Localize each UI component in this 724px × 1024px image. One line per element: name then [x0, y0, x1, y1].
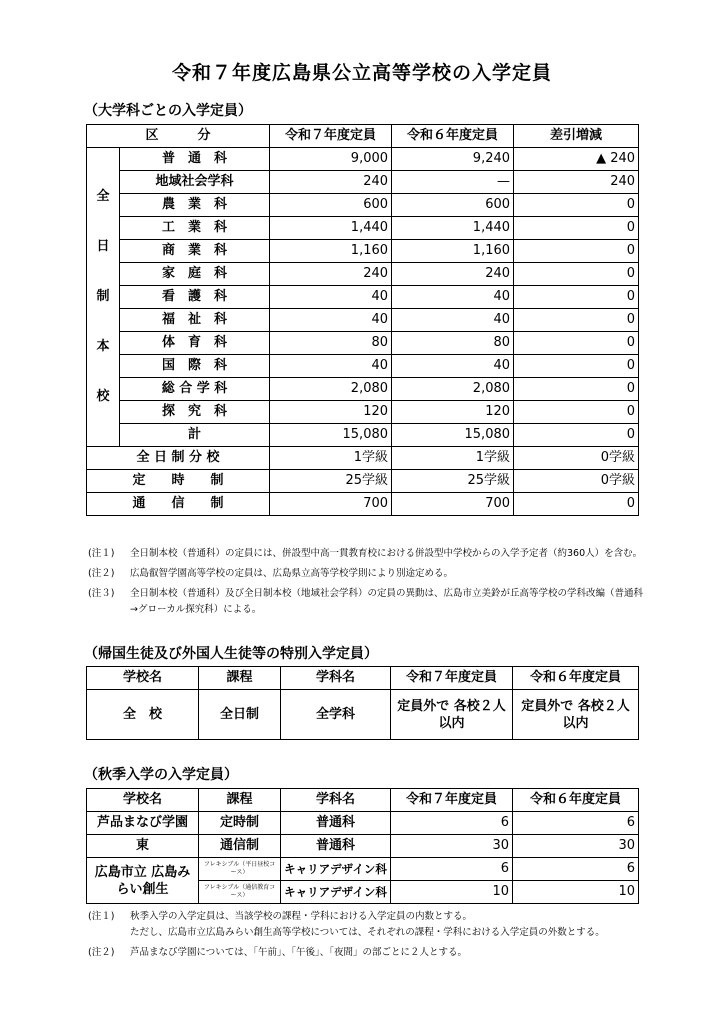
note	[88, 909, 648, 925]
table-row	[87, 217, 639, 240]
group-label-char: 日	[96, 239, 110, 254]
note-key: (注２)	[88, 947, 115, 958]
note-key	[88, 925, 130, 941]
cell-dept: キャリアデザイン科	[281, 881, 391, 904]
cell-department: 家 庭 科	[120, 263, 270, 286]
cell-r7: 2,080	[270, 378, 392, 401]
cell-diff: 0	[514, 194, 639, 217]
cell-diff: 0	[514, 332, 639, 355]
header-r6: 令和６年度定員	[392, 125, 514, 148]
table-row	[87, 424, 639, 447]
cell-school: 広島市立 広島みらい創生	[87, 858, 199, 904]
cell-r6: 120	[392, 401, 514, 424]
cell-department: 探 究 科	[120, 401, 270, 424]
note-key: (注１)	[88, 911, 115, 922]
cell-r7: 40	[270, 355, 392, 378]
group-label-char: 全	[96, 189, 110, 204]
cell-dept: 全学科	[281, 690, 391, 740]
cell-course: 通信制	[199, 835, 281, 858]
cell-r6: 9,240	[392, 148, 514, 171]
cell-diff: 0学級	[514, 470, 639, 493]
cell-r7: 240	[270, 263, 392, 286]
cell-r6: 40	[392, 286, 514, 309]
cell-r7: 40	[270, 286, 392, 309]
header-school: 学校名	[87, 667, 199, 690]
cell-dept: キャリアデザイン科	[281, 858, 391, 881]
cell-diff: ▲ 240	[514, 148, 639, 171]
cell-dept: 普通科	[281, 812, 391, 835]
cell-department: 農 業 科	[120, 194, 270, 217]
cell-diff: 0	[514, 378, 639, 401]
header-r6: 令和６年度定員	[513, 667, 639, 690]
cell-diff: 0	[514, 355, 639, 378]
cell-r7: 1,440	[270, 217, 392, 240]
cell-r6: 1,160	[392, 240, 514, 263]
cell-r6: 6	[513, 858, 639, 881]
cell-r6: 15,080	[392, 424, 514, 447]
autumn-notes	[88, 909, 648, 961]
cell-category: 通 信 制	[87, 493, 270, 516]
cell-diff: 0	[514, 240, 639, 263]
note	[88, 566, 648, 582]
note-key: (注３)	[88, 588, 115, 599]
header-school: 学校名	[87, 789, 199, 812]
table-row	[87, 148, 639, 171]
cell-course: フレキシブル（平日昼校コース）	[199, 858, 281, 881]
cell-r7: 15,080	[270, 424, 392, 447]
group-label-char: 校	[96, 389, 110, 404]
cell-r7: 700	[270, 493, 392, 516]
cell-r6: 25学級	[392, 470, 514, 493]
cell-r6: 40	[392, 309, 514, 332]
cell-dept: 普通科	[281, 835, 391, 858]
cell-r6: —	[392, 171, 514, 194]
cell-r6: 10	[513, 881, 639, 904]
header-r7: 令和７年度定員	[270, 125, 392, 148]
cell-course: フレキシブル（通信教育コース）	[199, 881, 281, 904]
cell-category: 定 時 制	[87, 470, 270, 493]
table-row	[87, 447, 639, 470]
table-row	[87, 332, 639, 355]
header-course: 課程	[199, 789, 281, 812]
cell-category: 全 日 制 分 校	[87, 447, 270, 470]
cell-r6: 40	[392, 355, 514, 378]
table-row	[87, 171, 639, 194]
cell-department: 体 育 科	[120, 332, 270, 355]
table-row	[87, 240, 639, 263]
table-row	[87, 470, 639, 493]
header-dept: 学科名	[281, 789, 391, 812]
departments-table	[86, 124, 639, 516]
cell-r7: 1学級	[270, 447, 392, 470]
cell-r7: 120	[270, 401, 392, 424]
header-diff: 差引増減	[514, 125, 639, 148]
section-heading-returnee: （帰国生徒及び外国人生徒等の特別入学定員）	[84, 646, 378, 662]
cell-school: 東	[87, 835, 199, 858]
cell-r6: 600	[392, 194, 514, 217]
cell-course: 全日制	[199, 690, 281, 740]
cell-r6: 定員外で 各校２人以内	[513, 690, 639, 740]
cell-department: 地域社会学科	[120, 171, 270, 194]
cell-r7: 6	[391, 812, 513, 835]
note	[88, 586, 648, 618]
cell-diff: 0学級	[514, 447, 639, 470]
cell-course: 定時制	[199, 812, 281, 835]
departments-notes	[88, 546, 648, 618]
cell-diff: 240	[514, 171, 639, 194]
cell-r7: 25学級	[270, 470, 392, 493]
cell-r7: 10	[391, 881, 513, 904]
note-text: 全日制本校（普通科）の定員には、併設型中高一貫教育校における併設型中学校からの入学予定者（約360人）を含む。	[130, 548, 643, 559]
note-key: (注２)	[88, 568, 115, 579]
table-row	[87, 355, 639, 378]
cell-r6: 30	[513, 835, 639, 858]
cell-diff: 0	[514, 217, 639, 240]
table-row	[87, 401, 639, 424]
cell-school: 芦品まなび学園	[87, 812, 199, 835]
cell-r6: 240	[392, 263, 514, 286]
cell-r7: 80	[270, 332, 392, 355]
cell-r7: 30	[391, 835, 513, 858]
cell-r6: 700	[392, 493, 514, 516]
header-r7: 令和７年度定員	[391, 789, 513, 812]
autumn-table	[86, 788, 639, 904]
group-label-char: 制	[96, 289, 110, 304]
cell-r6: 80	[392, 332, 514, 355]
note-text: 秋季入学の入学定員は、当該学校の課程・学科における入学定員の内数とする。	[130, 911, 473, 922]
cell-r7: 240	[270, 171, 392, 194]
table-row	[87, 194, 639, 217]
table-row	[87, 263, 639, 286]
cell-r7: 600	[270, 194, 392, 217]
cell-department: 国 際 科	[120, 355, 270, 378]
cell-r7: 40	[270, 309, 392, 332]
cell-department: 普 通 科	[120, 148, 270, 171]
table-row	[87, 309, 639, 332]
header-r7: 令和７年度定員	[391, 667, 513, 690]
note	[88, 546, 648, 562]
cell-diff: 0	[514, 309, 639, 332]
cell-department: 商 業 科	[120, 240, 270, 263]
cell-r7: 定員外で 各校２人以内	[391, 690, 513, 740]
cell-r6: 6	[513, 812, 639, 835]
section-heading-departments: （大学科ごとの入学定員）	[84, 103, 252, 119]
header-course: 課程	[199, 667, 281, 690]
note-key: (注１)	[88, 548, 115, 559]
group-label-char: 本	[96, 339, 110, 354]
cell-r6: 1,440	[392, 217, 514, 240]
cell-department: 総 合 学 科	[120, 378, 270, 401]
returnee-table	[86, 666, 639, 740]
cell-diff: 0	[514, 493, 639, 516]
cell-department: 看 護 科	[120, 286, 270, 309]
header-category: 区 分	[87, 125, 270, 148]
cell-r7: 6	[391, 858, 513, 881]
note-text: 芦品まなび学園については、「午前」、「午後」、「夜間」の部ごとに２人とする。	[130, 947, 468, 958]
cell-diff: 0	[514, 263, 639, 286]
cell-department: 工 業 科	[120, 217, 270, 240]
note-text: 全日制本校（普通科）及び全日制本校（地域社会学科）の定員の異動は、広島市立美鈴が丘高等学校の学科改編（普通科→グローカル探究科）による。	[130, 588, 644, 615]
note	[88, 925, 648, 941]
cell-r6: 2,080	[392, 378, 514, 401]
cell-r7: 9,000	[270, 148, 392, 171]
note-text: 広島叡智学園高等学校の定員は、広島県立高等学校学則により別途定める。	[130, 568, 454, 579]
cell-diff: 0	[514, 424, 639, 447]
cell-r6: 1学級	[392, 447, 514, 470]
section-heading-autumn: （秋季入学の入学定員）	[84, 767, 238, 783]
table-row	[87, 286, 639, 309]
group-label-fulltime-main	[87, 148, 120, 447]
table-row	[87, 378, 639, 401]
note-text: ただし、広島市立広島みらい創生高等学校については、それぞれの課程・学科における入学定員の外数とする。	[130, 927, 605, 938]
cell-school: 全 校	[87, 690, 199, 740]
cell-department: 計	[120, 424, 270, 447]
header-r6: 令和６年度定員	[513, 789, 639, 812]
cell-diff: 0	[514, 286, 639, 309]
note	[88, 945, 648, 961]
table-row	[87, 493, 639, 516]
cell-r7: 1,160	[270, 240, 392, 263]
page-title: 令和７年度広島県公立高等学校の入学定員	[171, 62, 552, 84]
cell-diff: 0	[514, 401, 639, 424]
cell-department: 福 祉 科	[120, 309, 270, 332]
header-dept: 学科名	[281, 667, 391, 690]
